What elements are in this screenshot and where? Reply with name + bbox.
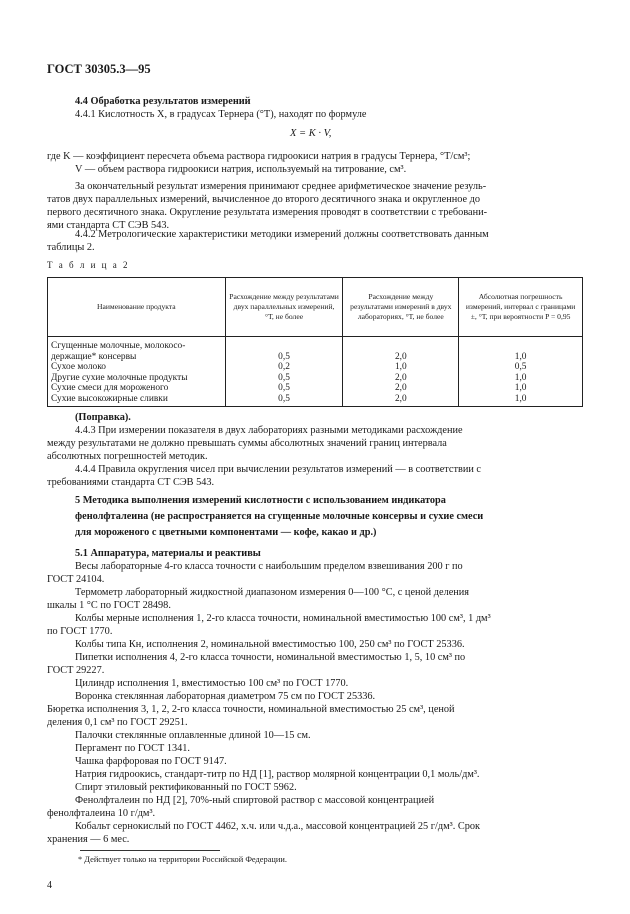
formula-where-v: V — объем раствора гидроокиси натрия, используемый на титрование, см³.: [75, 164, 407, 175]
final-result-line: первого десятичного знака. Округление результата измерения проводят в соответствии с требовани-: [47, 207, 488, 218]
value-error: 0,5: [459, 362, 583, 373]
value-parallel: 0,5: [225, 352, 343, 363]
formula-where-k: где K — коэффициент пересчета объема раствора гидроокиси натрия в градусы Тернера, °Т/см³;: [47, 151, 471, 162]
equipment-item-line: деления 0,1 см³ по ГОСТ 29251.: [47, 717, 188, 728]
standard-header: ГОСТ 30305.3—95: [47, 62, 151, 76]
value-parallel: 0,5: [225, 383, 343, 394]
value-labs: 1,0: [343, 362, 459, 373]
product-name: Сухое молоко: [48, 362, 226, 373]
column-header: Наименование продукта: [48, 278, 226, 337]
paragraph-4-4-2-line: 4.4.2 Метрологические характеристики методики измерений должны соответствовать данным: [75, 229, 489, 240]
product-name: Сухие смеси для мороженого: [48, 383, 226, 394]
section-5-heading-line: 5 Методика выполнения измерений кислотности с использованием индикатора: [75, 495, 446, 506]
equipment-item-line: Палочки стеклянные оплавленные длиной 10—15 см.: [75, 730, 311, 741]
value-labs: 2,0: [343, 373, 459, 384]
paragraph-4-4-3-line: 4.4.3 При измерении показателя в двух лабораториях разными методиками расхождение: [75, 425, 463, 436]
value-parallel: [225, 337, 343, 352]
value-parallel: 0,5: [225, 373, 343, 384]
table-row: [48, 337, 583, 352]
table-caption: Т а б л и ц а 2: [47, 260, 130, 270]
final-result-line: За окончательный результат измерения принимают среднее арифметическое значение резуль-: [75, 181, 487, 192]
table-header-row: [48, 278, 583, 337]
equipment-item-line: Термометр лабораторный жидкостной диапазоном измерения 0—100 °С, с ценой деления: [75, 587, 470, 598]
product-name: держащие* консервы: [48, 352, 226, 363]
value-error: [459, 337, 583, 352]
section-5-heading-line: фенолфталеина (не распространяется на сгущенные молочные консервы и сухие смеси: [75, 511, 484, 522]
column-header: Расхождение между результатами измерений в двух лабораториях, °Т, не более: [343, 278, 459, 337]
table-row: [48, 352, 583, 363]
footnote: * Действует только на территории Российской Федерации.: [78, 855, 287, 864]
table-2: [47, 277, 583, 407]
product-name: Сухие высокожирные сливки: [48, 394, 226, 407]
column-header: Абсолютная погрешность измерений, интервал с границами ±, °Т, при вероятности P = 0,95: [459, 278, 583, 337]
value-labs: [343, 337, 459, 352]
equipment-item-line: Чашка фарфоровая по ГОСТ 9147.: [75, 756, 227, 767]
subsection-5-1-heading: 5.1 Аппаратура, материалы и реактивы: [75, 548, 261, 559]
table-row: [48, 383, 583, 394]
equipment-item-line: Весы лабораторные 4-го класса точности с наибольшим пределом взвешивания 200 г по: [75, 561, 463, 572]
equipment-item-line: хранения — 6 мес.: [47, 834, 130, 845]
value-error: 1,0: [459, 394, 583, 407]
footnote-rule: [80, 850, 220, 851]
value-labs: 2,0: [343, 352, 459, 363]
equipment-item-line: Кобальт сернокислый по ГОСТ 4462, х.ч. или ч.д.а., массовой концентрацией 25 г/дм³. Срок: [75, 821, 481, 832]
product-name: Другие сухие молочные продукты: [48, 373, 226, 384]
value-parallel: 0,5: [225, 394, 343, 407]
table-row: [48, 362, 583, 373]
final-result-line: ями стандарта СТ СЭВ 543.: [47, 220, 170, 231]
equipment-item-line: по ГОСТ 1770.: [47, 626, 113, 637]
equipment-item-line: Цилиндр исполнения 1, вместимостью 100 см³ по ГОСТ 1770.: [75, 678, 349, 689]
value-error: 1,0: [459, 352, 583, 363]
final-result-line: татов двух параллельных измерений, вычисленное до второго десятичного знака и округленное до: [47, 194, 481, 205]
equipment-item-line: фенолфталеина 10 г/дм³.: [47, 808, 156, 819]
paragraph-4-4-2-line: таблицы 2.: [47, 242, 95, 253]
section-5-heading-line: для мороженого с цветными компонентами — кофе, какао и др.): [75, 527, 377, 538]
equipment-item-line: шкалы 1 °С по ГОСТ 28498.: [47, 600, 171, 611]
equipment-item-line: Колбы мерные исполнения 1, 2-го класса точности, номинальной вместимостью 100 см³, 1 дм³: [75, 613, 491, 624]
equipment-item-line: Фенолфталеин по НД [2], 70%-ный спиртовой раствор с массовой концентрацией: [75, 795, 435, 806]
value-labs: 2,0: [343, 394, 459, 407]
equipment-item-line: Натрия гидроокись, стандарт-титр по НД [1], раствор молярной концентрации 0,1 моль/дм³.: [75, 769, 480, 780]
paragraph-4-4-1: 4.4.1 Кислотность X, в градусах Тернера (°Т), находят по формуле: [75, 109, 367, 120]
table-row: [48, 394, 583, 407]
value-parallel: 0,2: [225, 362, 343, 373]
section-4-4-heading: 4.4 Обработка результатов измерений: [75, 96, 251, 107]
table-row: [48, 373, 583, 384]
paragraph-4-4-4-line: требованиями стандарта СТ СЭВ 543.: [47, 477, 215, 488]
equipment-item-line: ГОСТ 24104.: [47, 574, 105, 585]
equipment-item-line: Колбы типа Кн, исполнения 2, номинальной вместимостью 100, 250 см³ по ГОСТ 25336.: [75, 639, 465, 650]
equipment-item-line: Пергамент по ГОСТ 1341.: [75, 743, 191, 754]
product-name: Сгущенные молочные, молокосо-: [48, 337, 226, 352]
paragraph-4-4-3-line: абсолютных погрешностей методик.: [47, 451, 208, 462]
equipment-item-line: Бюретка исполнения 3, 1, 2, 2-го класса точности, номинальной вместимостью 25 см³, ценой: [47, 704, 455, 715]
value-labs: 2,0: [343, 383, 459, 394]
formula: X = K · V,: [290, 128, 332, 139]
amendment-note: (Поправка).: [75, 412, 131, 423]
value-error: 1,0: [459, 383, 583, 394]
equipment-item-line: Спирт этиловый ректификованный по ГОСТ 5962.: [75, 782, 297, 793]
paragraph-4-4-3-line: между результатами не должно превышать суммы абсолютных значений границ интервала: [47, 438, 447, 449]
page-number: 4: [47, 880, 52, 891]
equipment-item-line: Пипетки исполнения 4, 2-го класса точности, номинальной вместимостью 1, 5, 10 см³ по: [75, 652, 466, 663]
equipment-item-line: ГОСТ 29227.: [47, 665, 105, 676]
value-error: 1,0: [459, 373, 583, 384]
equipment-item-line: Воронка стеклянная лабораторная диаметром 75 см по ГОСТ 25336.: [75, 691, 376, 702]
paragraph-4-4-4-line: 4.4.4 Правила округления чисел при вычислении результатов измерений — в соответствии с: [75, 464, 481, 475]
column-header: Расхождение между результатами двух параллельных измерений, °Т, не более: [225, 278, 343, 337]
